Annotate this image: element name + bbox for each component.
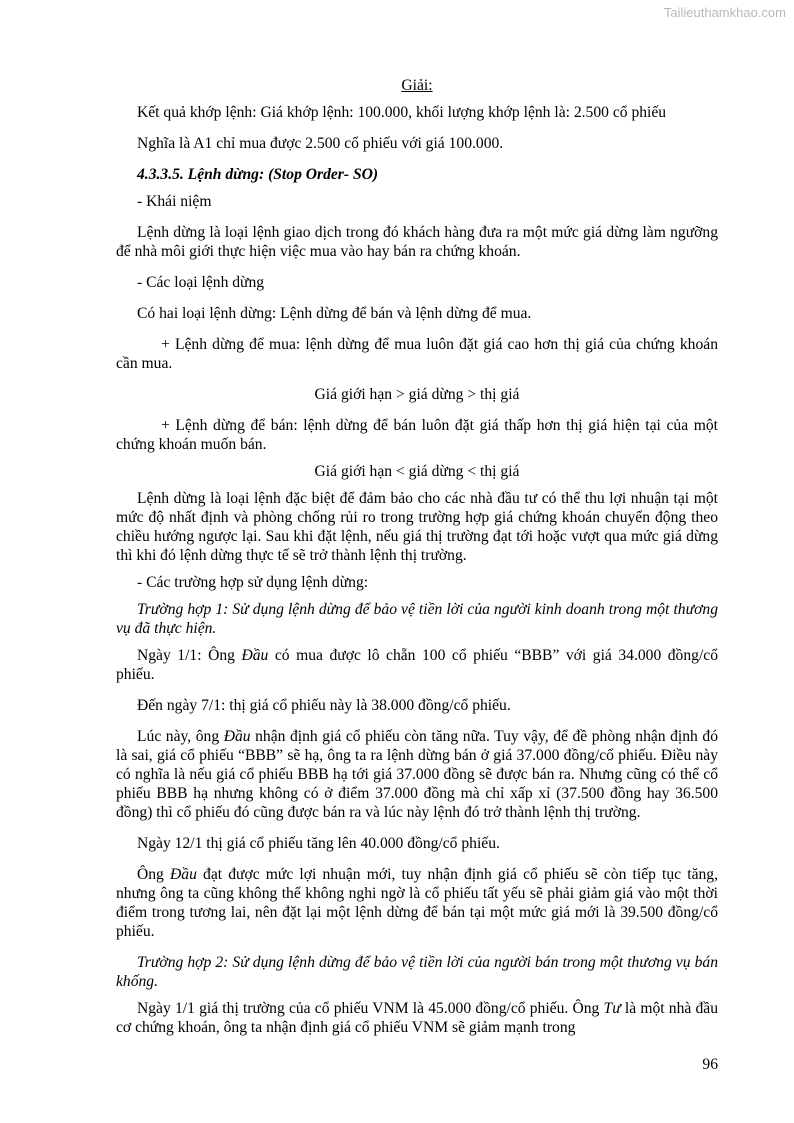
concept-label: - Khái niệm bbox=[137, 193, 212, 210]
person-name: Đầu bbox=[241, 647, 269, 664]
paragraph: + Lệnh dừng để mua: lệnh dừng để mua luôn đặt giá cao hơn thị giá của chứng khoán cần mua. bbox=[116, 336, 718, 372]
solution-heading: Giải: bbox=[401, 77, 433, 94]
paragraph: Ông Đầu đạt được mức lợi nhuận mới, tuy nhận định giá cổ phiếu sẽ còn tiếp tục tăng, nhưng ông ta cũng không thể không nghi ngờ là cổ phiếu tất yếu sẽ phải giảm giá vào một thời điểm trong tương lai, nên đặt lại một lệnh dừng để bán tại một mức giá mới là 39.500 đồng/cổ phiếu. bbox=[116, 866, 718, 940]
page-content bbox=[116, 76, 718, 1037]
paragraph: Lệnh dừng là loại lệnh giao dịch trong đó khách hàng đưa ra một mức giá dừng làm ngưỡng để nhà môi giới thực hiện việc mua vào hay bán ra chứng khoán. bbox=[116, 224, 718, 260]
types-label: - Các loại lệnh dừng bbox=[137, 274, 265, 291]
page-number: 96 bbox=[702, 1056, 718, 1073]
case-title: Trường hợp 2: Sử dụng lệnh dừng để bảo vệ tiền lời của người bán trong một thương vụ bán khống. bbox=[116, 954, 718, 990]
person-name: Tư bbox=[603, 1000, 621, 1017]
cases-label: - Các trường hợp sử dụng lệnh dừng: bbox=[137, 574, 369, 591]
paragraph: Lệnh dừng là loại lệnh đặc biệt để đảm bảo cho các nhà đầu tư có thể thu lợi nhuận tại một mức độ nhất định và phòng chống rủi ro trong trường hợp giá chứng khoán chuyển động theo chiều hướng ngược lại. Sau khi đặt lệnh, nếu giá thị trường đạt tới hoặc vượt qua mức giá dừng thì khi đó lệnh dừng thực tế sẽ trở thành lệnh thị trường. bbox=[116, 490, 718, 564]
section-title: 4.3.3.5. Lệnh dừng: (Stop Order- SO) bbox=[137, 166, 379, 183]
paragraph: Ngày 1/1 giá thị trường của cổ phiếu VNM là 45.000 đồng/cổ phiếu. Ông Tư là một nhà đầu cơ chứng khoán, ông ta nhận định giá cổ phiếu VNM sẽ giảm mạnh trong bbox=[116, 1000, 718, 1036]
paragraph: Ngày 1/1: Ông Đầu có mua được lô chẵn 100 cổ phiếu “BBB” với giá 34.000 đồng/cổ phiếu. bbox=[116, 647, 718, 683]
person-name: Đầu bbox=[170, 866, 197, 883]
person-name: Đầu bbox=[223, 728, 251, 745]
paragraph: Nghĩa là A1 chỉ mua được 2.500 cổ phiếu với giá 100.000. bbox=[137, 135, 504, 152]
formula: Giá giới hạn < giá dừng < thị giá bbox=[314, 463, 520, 480]
watermark: Tailieuthamkhao.com bbox=[663, 5, 786, 20]
paragraph: + Lệnh dừng để bán: lệnh dừng để bán luôn đặt giá thấp hơn thị giá hiện tại của một chứng khoán muốn bán. bbox=[116, 417, 718, 453]
case-title: Trường hợp 1: Sử dụng lệnh dừng để bảo vệ tiền lời của người kinh doanh trong một thương vụ đã thực hiện. bbox=[116, 601, 718, 637]
paragraph: Lúc này, ông Đầu nhận định giá cổ phiếu còn tăng nữa. Tuy vậy, để đề phòng nhận định đó là sai, giá cổ phiếu “BBB” sẽ hạ, ông ta ra lệnh dừng bán ở giá 37.000 đồng/cổ phiếu. Điều này có nghĩa là nếu giá cổ phiếu BBB hạ tới giá 37.000 đồng sẽ được bán ra. Nhưng cũng có thể cổ phiếu BBB hạ nhưng không có ở điểm 37.000 đồng mà chỉ xấp xỉ (37.500 đồng hay 36.500 đồng) thì cổ phiếu đó cũng được bán ra và lúc này lệnh đó trở thành lệnh thị trường. bbox=[116, 728, 719, 821]
paragraph: Ngày 12/1 thị giá cổ phiếu tăng lên 40.000 đồng/cổ phiếu. bbox=[137, 835, 500, 852]
formula: Giá giới hạn > giá dừng > thị giá bbox=[314, 386, 520, 403]
paragraph: Đến ngày 7/1: thị giá cổ phiếu này là 38.000 đồng/cổ phiếu. bbox=[137, 697, 511, 714]
paragraph: Kết quả khớp lệnh: Giá khớp lệnh: 100.000, khối lượng khớp lệnh là: 2.500 cổ phiếu bbox=[137, 104, 667, 121]
paragraph: Có hai loại lệnh dừng: Lệnh dừng để bán và lệnh dừng để mua. bbox=[137, 305, 532, 322]
